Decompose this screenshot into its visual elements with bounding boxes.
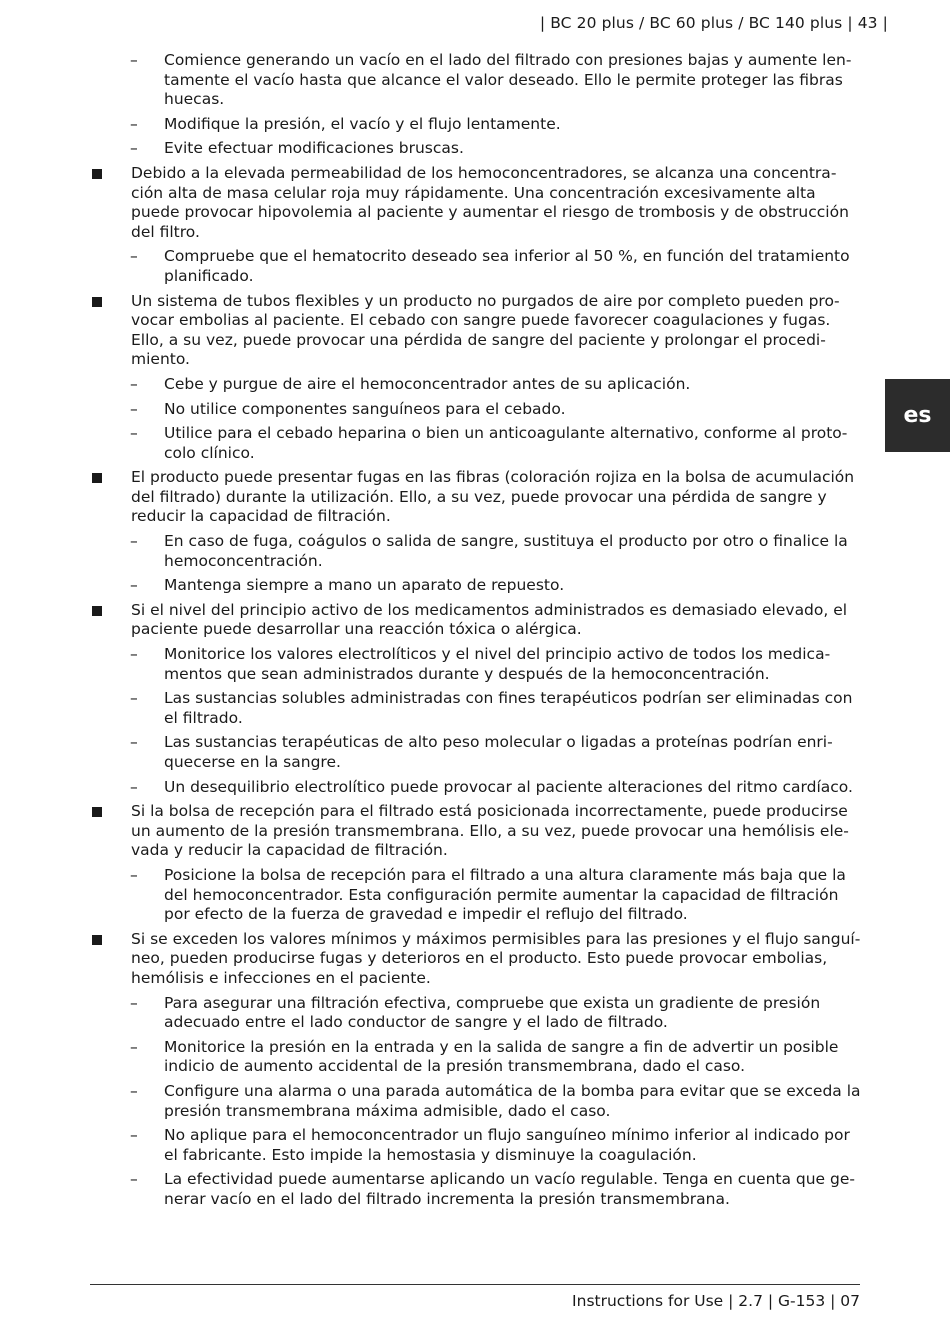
sub-item: [90, 115, 862, 135]
item-text: Las sustancias terapéuticas de alto peso molecular o ligadas a proteínas podrían enriquecerse en la sangre.: [164, 733, 833, 771]
dash-bullet-icon: –: [130, 114, 138, 133]
dash-bullet-icon: –: [130, 399, 138, 418]
sub-item: [90, 1126, 862, 1165]
item-text: Monitorice la presión en la entrada y en la salida de sangre a fin de advertir un posible indicio de aumento accidental de la presión transmembrana, dado el caso.: [164, 1037, 839, 1076]
sub-item: [90, 400, 862, 420]
item-text: Monitorice los valores electrolíticos y el nivel del principio activo de todos los medicamentos que sean administrados durante y después de la hemoconcentración.: [164, 645, 831, 683]
bullet-item: [90, 930, 862, 989]
square-bullet-icon: [92, 297, 102, 307]
document-body: [90, 51, 862, 1209]
square-bullet-icon: [92, 807, 102, 817]
dash-bullet-icon: –: [130, 1170, 138, 1189]
item-text: Para asegurar una filtración efectiva, compruebe que exista un gradiente de presión adecuado entre el lado conductor de sangre y el lado de filtrado.: [164, 993, 821, 1032]
item-text: Cebe y purgue de aire el hemoconcentrador antes de su aplicación.: [164, 374, 691, 393]
sub-item: [90, 532, 862, 571]
dash-bullet-icon: –: [130, 1126, 138, 1145]
item-text: Las sustancias solubles administradas con fines terapéuticos podrían ser eliminadas con el filtrado.: [164, 689, 853, 727]
dash-bullet-icon: –: [130, 139, 138, 158]
sub-item: [90, 139, 862, 159]
dash-bullet-icon: –: [130, 532, 138, 551]
item-text: Un desequilibrio electrolítico puede provocar al paciente alteraciones del ritmo cardíaco.: [164, 777, 853, 796]
item-text: Comience generando un vacío en el lado del filtrado con presiones bajas y aumente lentamente el vacío hasta que alcance el valor deseado. Ello le permite proteger las fibras huecas.: [164, 51, 852, 109]
dash-bullet-icon: –: [130, 777, 138, 796]
item-text: Configure una alarma o una parada automática de la bomba para evitar que se exceda la presión transmembrana máxima admisible, dado el caso.: [164, 1081, 861, 1120]
item-text: La efectividad puede aumentarse aplicando un vacío regulable. Tenga en cuenta que generar vacío en el lado del filtrado incrementa la presión transmembrana.: [164, 1170, 855, 1208]
dash-bullet-icon: –: [130, 51, 138, 69]
item-text: Mantenga siempre a mano un aparato de repuesto.: [164, 576, 565, 595]
item-text: El producto puede presentar fugas en las fibras (coloración rojiza en la bolsa de acumulación del filtrado) durante la utilización. Ello, a su vez, puede provocar una pérdida de sangre y reducir la capacidad de filtración.: [131, 468, 855, 526]
sub-item: [90, 733, 862, 772]
dash-bullet-icon: –: [130, 576, 138, 595]
item-text: Si la bolsa de recepción para el filtrado está posicionada incorrectamente, puede producirse un aumento de la presión transmembrana. Ello, a su vez, puede provocar una hemólisis elevada y reducir la capacidad de filtración.: [131, 802, 849, 860]
item-text: Si el nivel del principio activo de los medicamentos administrados es demasiado elevado, el paciente puede desarrollar una reacción tóxica o alérgica.: [131, 600, 848, 639]
dash-bullet-icon: –: [130, 993, 138, 1012]
sub-item: [90, 424, 862, 463]
square-bullet-icon: [92, 169, 102, 179]
sub-item: [90, 375, 862, 395]
sub-item: [90, 51, 862, 110]
bullet-item: [90, 468, 862, 527]
language-tab-label: es: [903, 403, 932, 428]
dash-bullet-icon: –: [130, 374, 138, 393]
item-text: No utilice componentes sanguíneos para el cebado.: [164, 399, 566, 418]
item-text: Modifique la presión, el vacío y el flujo lentamente.: [164, 114, 561, 133]
bullet-item: [90, 802, 862, 861]
sub-item: [90, 1082, 862, 1121]
dash-bullet-icon: –: [130, 424, 138, 443]
item-text: Posicione la bolsa de recepción para el filtrado a una altura claramente más baja que la del hemoconcentrador. Esta configuración permite aumentar la capacidad de filtración por efecto de la fuerza de gravedad e impedir el reflujo del filtrado.: [164, 865, 846, 924]
sub-item: [90, 778, 862, 798]
dash-bullet-icon: –: [130, 1081, 138, 1100]
square-bullet-icon: [92, 473, 102, 483]
bullet-item: [90, 292, 862, 370]
bullet-item: [90, 601, 862, 640]
sub-item: [90, 1170, 862, 1209]
sub-item: [90, 1038, 862, 1077]
dash-bullet-icon: –: [130, 645, 138, 664]
page-footer: Instructions for Use | 2.7 | G-153 | 07: [572, 1292, 860, 1310]
sub-item: [90, 994, 862, 1033]
sub-item: [90, 866, 862, 925]
dash-bullet-icon: –: [130, 733, 138, 752]
item-text: Debido a la elevada permeabilidad de los hemoconcentradores, se alcanza una concentración alta de masa celular roja muy rápidamente. Una concentración excesivamente alta puede provocar hipovolemia al paciente y aumentar el riesgo de trombosis y de obstrucción del filtro.: [131, 163, 849, 241]
language-tab: [885, 379, 950, 452]
item-text: Si se exceden los valores mínimos y máximos permisibles para las presiones y el flujo sanguíneo, pueden producirse fugas y deterioros en el producto. Esto puede provocar embolias, hemólisis e infecciones en el paciente.: [131, 929, 861, 987]
footer-divider: [90, 1284, 860, 1285]
item-text: No aplique para el hemoconcentrador un flujo sanguíneo mínimo inferior al indicado por el fabricante. Esto impide la hemostasia y disminuye la coagulación.: [164, 1126, 850, 1164]
square-bullet-icon: [92, 935, 102, 945]
sub-item: [90, 689, 862, 728]
item-text: Compruebe que el hematocrito deseado sea inferior al 50 %, en función del tratamiento planificado.: [164, 247, 850, 285]
sub-item: [90, 645, 862, 684]
sub-item: [90, 576, 862, 596]
dash-bullet-icon: –: [130, 247, 138, 266]
item-text: Un sistema de tubos flexibles y un producto no purgados de aire por completo pueden provocar embolias al paciente. El cebado con sangre puede favorecer coagulaciones y fugas. Ello, a su vez, puede provocar una pérdida de sangre del paciente y prolongar el procedimiento.: [131, 291, 840, 369]
item-text: Evite efectuar modificaciones bruscas.: [164, 139, 464, 158]
square-bullet-icon: [92, 606, 102, 616]
item-text: Utilice para el cebado heparina o bien un anticoagulante alternativo, conforme al protocolo clínico.: [164, 424, 848, 462]
dash-bullet-icon: –: [130, 865, 138, 884]
item-text: En caso de fuga, coágulos o salida de sangre, sustituya el producto por otro o finalice la hemoconcentración.: [164, 532, 848, 570]
dash-bullet-icon: –: [130, 689, 138, 708]
sub-item: [90, 247, 862, 286]
bullet-item: [90, 164, 862, 242]
page-header: | BC 20 plus / BC 60 plus / BC 140 plus | 43 |: [539, 14, 888, 32]
dash-bullet-icon: –: [130, 1037, 138, 1056]
